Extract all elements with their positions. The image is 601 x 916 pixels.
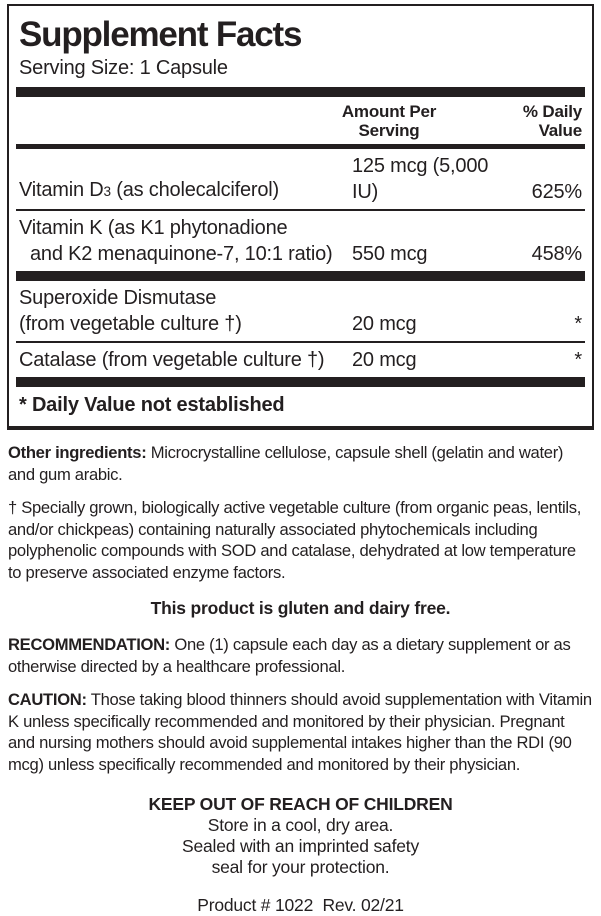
nutrient-name bbox=[19, 215, 352, 267]
nutrient-name-line2: (from vegetable culture †) bbox=[19, 313, 242, 335]
recommendation-paragraph bbox=[8, 634, 593, 677]
nutrient-name-text: (as cholecalciferol) bbox=[110, 179, 279, 201]
serving-size: Serving Size: 1 Capsule bbox=[19, 57, 228, 79]
recommendation-label: RECOMMENDATION: bbox=[8, 635, 171, 654]
column-header-amount-line1: Amount Per bbox=[341, 102, 437, 121]
table-row-vitamin-k bbox=[19, 211, 582, 271]
daily-value-footnote: * Daily Value not established bbox=[19, 394, 285, 416]
supplement-facts-panel bbox=[7, 4, 594, 430]
nutrient-name-text: Vitamin D bbox=[19, 179, 104, 201]
table-row-superoxide-dismutase bbox=[19, 281, 582, 341]
column-header-amount-line2: Serving bbox=[358, 121, 420, 140]
nutrient-amount: 550 mcg bbox=[352, 243, 428, 265]
table-row-vitamin-d3 bbox=[19, 149, 582, 209]
table-row-catalase bbox=[19, 343, 582, 377]
column-header-amount bbox=[319, 102, 459, 140]
divider-thick bbox=[16, 377, 585, 387]
storage-line: seal for your protection. bbox=[211, 857, 390, 877]
column-header-dv-line2: Value bbox=[538, 121, 582, 140]
column-header-dv-line1: % Daily bbox=[522, 102, 582, 121]
nutrient-amount: 125 mcg (5,000 IU) bbox=[352, 155, 489, 203]
nutrient-amount: 20 mcg bbox=[352, 349, 417, 371]
panel-title: Supplement Facts bbox=[19, 15, 302, 54]
recommendation-text: One (1) capsule each day as a dietary supplement or as otherwise directed by a healthcare professional. bbox=[8, 635, 571, 676]
nutrient-dv: * bbox=[574, 349, 582, 371]
keep-out-of-reach-heading: KEEP OUT OF REACH OF CHILDREN bbox=[148, 794, 453, 814]
caution-text: Those taking blood thinners should avoid supplementation with Vitamin K unless specifically recommended and monitored by their physician. Pregnant and nursing mothers should avoid supplemental intakes higher than the RDI (90 mcg) unless specifically recommended and monitored by their physician. bbox=[8, 690, 592, 774]
nutrient-name-subscript: 3 bbox=[103, 184, 111, 199]
nutrient-name bbox=[19, 177, 352, 205]
storage-line: Store in a cool, dry area. bbox=[207, 815, 394, 835]
vegetable-culture-note: † Specially grown, biologically active vegetable culture (from organic peas, lentils, and/or chickpeas) containing naturally associated phytochemicals including polyphenolic compounds with SOD and catalase, dehydrated at low temperature to preserve associated enzyme factors. bbox=[8, 498, 582, 582]
nutrient-dv: 625% bbox=[531, 181, 582, 203]
column-header-dv bbox=[459, 102, 582, 140]
divider-thick bbox=[16, 87, 585, 97]
other-ingredients-label: Other ingredients: bbox=[8, 443, 147, 462]
nutrient-dv: * bbox=[574, 313, 582, 335]
product-number: Product # 1022 Rev. 02/21 bbox=[197, 895, 404, 915]
nutrient-name-line2: and K2 menaquinone-7, 10:1 ratio) bbox=[30, 243, 333, 265]
nutrient-amount: 20 mcg bbox=[352, 313, 417, 335]
nutrient-name bbox=[19, 285, 352, 337]
nutrient-name: Catalase (from vegetable culture †) bbox=[19, 349, 325, 371]
divider-thick bbox=[16, 271, 585, 281]
nutrient-dv: 458% bbox=[531, 243, 582, 265]
caution-label: CAUTION: bbox=[8, 690, 87, 709]
nutrient-name-line1: Superoxide Dismutase bbox=[19, 287, 217, 309]
other-ingredients-text: Microcrystalline cellulose, capsule shell (gelatin and water) and gum arabic. bbox=[8, 443, 564, 484]
table-header bbox=[19, 97, 582, 144]
header-spacer bbox=[19, 102, 319, 140]
nutrient-name-line1: Vitamin K (as K1 phytonadione bbox=[19, 217, 288, 239]
storage-line: Sealed with an imprinted safety bbox=[182, 836, 419, 856]
gluten-dairy-free-statement: This product is gluten and dairy free. bbox=[150, 598, 451, 618]
caution-paragraph bbox=[8, 689, 593, 775]
other-ingredients-paragraph bbox=[8, 442, 593, 485]
